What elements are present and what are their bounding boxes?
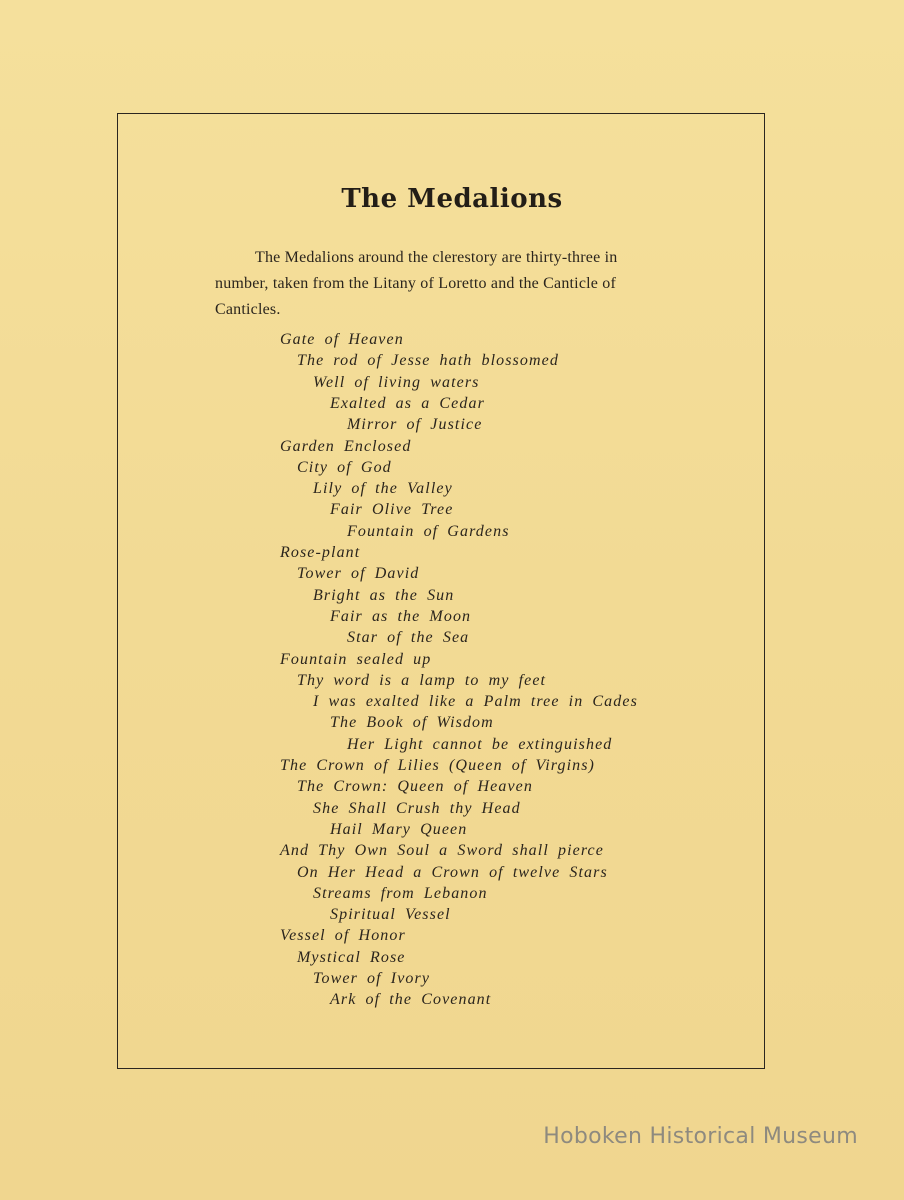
medalion-item: Bright as the Sun	[313, 586, 455, 604]
intro-paragraph: The Medalions around the clerestory are thirty-three in number, taken from the Litany of Loretto and the Canticle of Canticles.	[215, 249, 618, 318]
page-title: The Medalions	[341, 184, 563, 214]
medalion-item: Thy word is a lamp to my feet	[297, 671, 547, 689]
medalion-item: The Book of Wisdom	[330, 714, 494, 732]
medalion-item: Exalted as a Cedar	[330, 394, 485, 412]
medalion-item: Rose-plant	[280, 544, 361, 561]
medalion-item: And Thy Own Soul a Sword shall pierce	[280, 842, 604, 860]
medalion-item: Her Light cannot be extinguished	[347, 735, 613, 753]
medalion-item: Fountain of Gardens	[347, 522, 510, 540]
medalion-item: Vessel of Honor	[280, 927, 406, 945]
medalion-item: She Shall Crush thy Head	[313, 799, 521, 817]
medalion-item: City of God	[297, 458, 392, 476]
medalion-item: Lily of the Valley	[313, 480, 453, 498]
medalion-item: Fair Olive Tree	[330, 501, 454, 519]
medalion-item: Gate of Heaven	[280, 331, 404, 348]
medalion-item: On Her Head a Crown of twelve Stars	[297, 863, 608, 881]
medalion-item: Star of the Sea	[347, 629, 470, 647]
medalion-item: Mirror of Justice	[347, 416, 483, 434]
medalion-item: The Crown: Queen of Heaven	[297, 778, 533, 796]
medalion-item: Mystical Rose	[297, 948, 406, 966]
medalion-item: The rod of Jesse hath blossomed	[297, 352, 559, 370]
medalion-item: Hail Mary Queen	[330, 820, 468, 838]
medalion-item: Tower of Ivory	[313, 970, 431, 987]
medalion-item: Spiritual Vessel	[330, 906, 451, 924]
medalion-item: Ark of the Covenant	[330, 991, 492, 1009]
medalion-item: Streams from Lebanon	[313, 884, 488, 902]
medalion-item: Garden Enclosed	[280, 437, 412, 455]
medalion-item: Tower of David	[297, 565, 420, 583]
medalion-item: Well of living waters	[313, 373, 480, 391]
medalion-item: I was exalted like a Palm tree in Cades	[313, 693, 638, 711]
medalion-item: Fountain sealed up	[280, 650, 432, 668]
medalion-item: The Crown of Lilies (Queen of Virgins)	[280, 757, 595, 774]
museum-watermark: Hoboken Historical Museum	[543, 1124, 858, 1149]
medalion-item: Fair as the Moon	[330, 607, 472, 625]
